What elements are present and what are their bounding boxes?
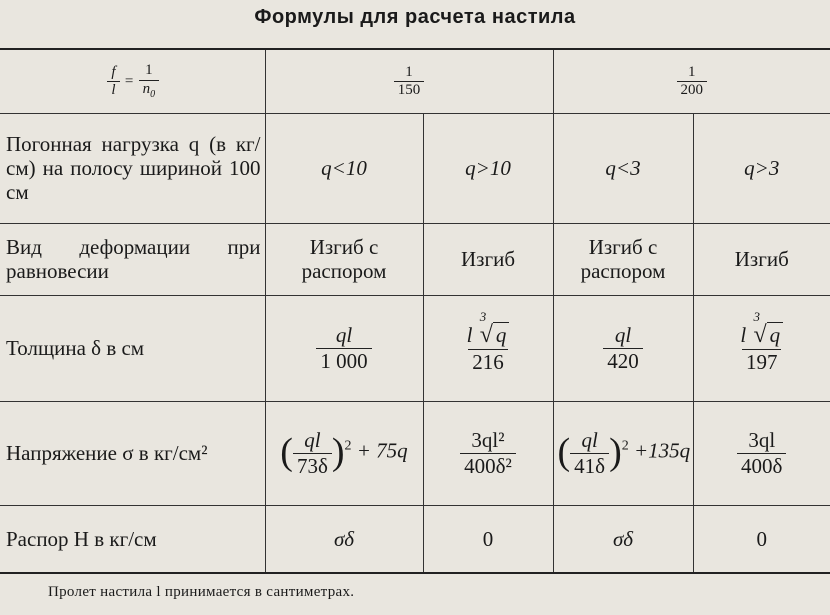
row-label-thrust: Распор H в кг/см — [0, 505, 265, 573]
col-group-1-200: $\frac{1}{200}$ — [553, 49, 830, 113]
cell-deform-3: Изгиб с распором — [553, 223, 693, 295]
cell-thick-4: l 3 √ q 197 — [693, 295, 830, 401]
cell-thrust-1: σδ — [265, 505, 423, 573]
cell-load-2: q>10 — [423, 113, 553, 223]
col-group-1-150: $\frac{1}{150}$ — [265, 49, 553, 113]
cell-deform-1: Изгиб с распором — [265, 223, 423, 295]
row-label-stress: Напряжение σ в кг/см² — [0, 401, 265, 505]
cell-load-4: q>3 — [693, 113, 830, 223]
cell-stress-2: $\frac{\text{3ql²}}{\text{400δ²}}$ — [423, 401, 553, 505]
formula-table-container — [0, 48, 830, 574]
cell-stress-1: ( $\frac{ql}{73\delta}$ )$^2$ + 75q — [265, 401, 423, 505]
cell-thick-2: l 3 √ q 216 — [423, 295, 553, 401]
cell-deform-4: Изгиб — [693, 223, 830, 295]
row-stress — [0, 401, 830, 505]
row-thickness — [0, 295, 830, 401]
cell-thick-3: $\frac{ql}{420}$ — [553, 295, 693, 401]
one-over-n0: $\frac{1}{n_0}$ — [139, 62, 160, 100]
row-label-deform: Вид деформации при равновесии — [0, 223, 265, 295]
cell-stress-4: $\frac{3ql}{400\delta}$ — [693, 401, 830, 505]
cell-thrust-3: σδ — [553, 505, 693, 573]
row-thrust — [0, 505, 830, 573]
row-label-thickness: Толщина δ в см — [0, 295, 265, 401]
row-load — [0, 113, 830, 223]
ratio-header-cell: $\frac{f}{l}$ = $\frac{1}{n_0}$ — [0, 49, 265, 113]
footnote: Пролет настила l принимается в сантиметрах. — [48, 584, 355, 600]
cell-thick-1: $\frac{ql}{1 000}$ — [265, 295, 423, 401]
row-label-load: Погонная нагрузка q (в кг/см) на полосу шириной 100 см — [0, 113, 265, 223]
cell-thrust-4: 0 — [693, 505, 830, 573]
row-deform — [0, 223, 830, 295]
formula-table — [0, 48, 830, 574]
cell-load-1: q<10 — [265, 113, 423, 223]
cell-load-3: q<3 — [553, 113, 693, 223]
cell-stress-3: ( $\frac{ql}{41\delta}$ )$^2$ +135q — [553, 401, 693, 505]
f-over-l: $\frac{f}{l}$ — [107, 64, 119, 100]
page-title: Формулы для расчета настила — [254, 6, 576, 28]
header-row — [0, 49, 830, 113]
cell-thrust-2: 0 — [423, 505, 553, 573]
cell-deform-2: Изгиб — [423, 223, 553, 295]
